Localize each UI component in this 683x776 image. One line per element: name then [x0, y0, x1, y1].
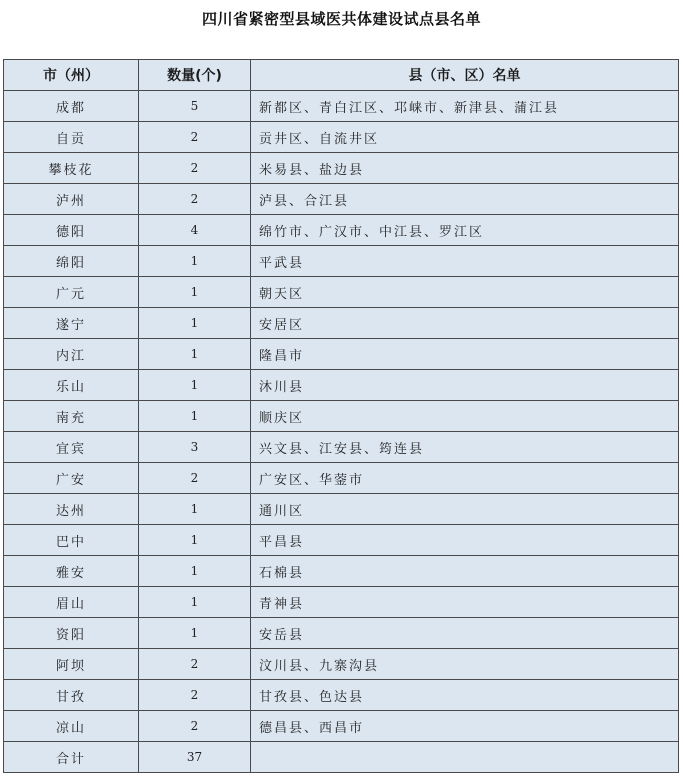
count-cell: 5 [139, 91, 251, 122]
city-cell: 成都 [4, 91, 139, 122]
table-row [4, 649, 679, 680]
count-cell: 2 [139, 153, 251, 184]
counties-cell: 石棉县 [251, 556, 679, 587]
counties-cell: 沐川县 [251, 370, 679, 401]
count-cell: 4 [139, 215, 251, 246]
counties-cell: 广安区、华蓥市 [251, 463, 679, 494]
city-cell: 达州 [4, 494, 139, 525]
count-cell: 1 [139, 308, 251, 339]
table-row [4, 401, 679, 432]
count-cell: 2 [139, 184, 251, 215]
count-cell: 1 [139, 370, 251, 401]
city-cell: 绵阳 [4, 246, 139, 277]
counties-cell: 青神县 [251, 587, 679, 618]
counties-cell: 汶川县、九寨沟县 [251, 649, 679, 680]
counties-cell: 顺庆区 [251, 401, 679, 432]
counties-cell: 甘孜县、色达县 [251, 680, 679, 711]
count-cell: 2 [139, 122, 251, 153]
table-row [4, 153, 679, 184]
city-cell: 内江 [4, 339, 139, 370]
column-header-count: 数量(个) [139, 60, 251, 91]
counties-cell: 兴文县、江安县、筠连县 [251, 432, 679, 463]
counties-cell: 安居区 [251, 308, 679, 339]
column-header-counties: 县（市、区）名单 [251, 60, 679, 91]
counties-cell: 绵竹市、广汉市、中江县、罗江区 [251, 215, 679, 246]
table-row [4, 711, 679, 742]
city-cell: 眉山 [4, 587, 139, 618]
page-title: 四川省紧密型县域医共体建设试点县名单 [201, 10, 481, 28]
table-header-row [4, 60, 679, 91]
table-row [4, 308, 679, 339]
counties-cell: 平昌县 [251, 525, 679, 556]
table-row [4, 432, 679, 463]
city-cell: 泸州 [4, 184, 139, 215]
city-cell: 自贡 [4, 122, 139, 153]
counties-cell: 泸县、合江县 [251, 184, 679, 215]
counties-cell: 朝天区 [251, 277, 679, 308]
table-row [4, 122, 679, 153]
column-header-city: 市（州） [4, 60, 139, 91]
city-cell: 攀枝花 [4, 153, 139, 184]
city-cell: 巴中 [4, 525, 139, 556]
table-row [4, 91, 679, 122]
counties-cell: 贡井区、自流井区 [251, 122, 679, 153]
city-cell: 广元 [4, 277, 139, 308]
counties-cell: 安岳县 [251, 618, 679, 649]
count-cell: 1 [139, 525, 251, 556]
count-cell: 3 [139, 432, 251, 463]
table-row [4, 215, 679, 246]
city-cell: 资阳 [4, 618, 139, 649]
total-count-cell: 37 [139, 742, 251, 773]
city-cell: 阿坝 [4, 649, 139, 680]
count-cell: 1 [139, 556, 251, 587]
total-counties-cell [251, 742, 679, 773]
count-cell: 2 [139, 463, 251, 494]
count-cell: 2 [139, 680, 251, 711]
table-row [4, 556, 679, 587]
total-row [4, 742, 679, 773]
counties-cell: 平武县 [251, 246, 679, 277]
city-cell: 南充 [4, 401, 139, 432]
city-cell: 广安 [4, 463, 139, 494]
table-row [4, 494, 679, 525]
counties-cell: 米易县、盐边县 [251, 153, 679, 184]
count-cell: 2 [139, 649, 251, 680]
count-cell: 1 [139, 494, 251, 525]
table-row [4, 618, 679, 649]
counties-cell: 隆昌市 [251, 339, 679, 370]
count-cell: 1 [139, 277, 251, 308]
city-cell: 乐山 [4, 370, 139, 401]
city-cell: 甘孜 [4, 680, 139, 711]
table-row [4, 463, 679, 494]
counties-cell: 德昌县、西昌市 [251, 711, 679, 742]
table-row [4, 277, 679, 308]
count-cell: 2 [139, 711, 251, 742]
table-row [4, 184, 679, 215]
county-list-table [3, 59, 679, 773]
table-row [4, 680, 679, 711]
table-row [4, 246, 679, 277]
city-cell: 凉山 [4, 711, 139, 742]
count-cell: 1 [139, 401, 251, 432]
count-cell: 1 [139, 587, 251, 618]
city-cell: 雅安 [4, 556, 139, 587]
city-cell: 宜宾 [4, 432, 139, 463]
counties-cell: 通川区 [251, 494, 679, 525]
table-row [4, 587, 679, 618]
count-cell: 1 [139, 618, 251, 649]
table-row [4, 339, 679, 370]
table-row [4, 370, 679, 401]
city-cell: 遂宁 [4, 308, 139, 339]
total-label-cell: 合计 [4, 742, 139, 773]
count-cell: 1 [139, 339, 251, 370]
counties-cell: 新都区、青白江区、邛崃市、新津县、蒲江县 [251, 91, 679, 122]
table-row [4, 525, 679, 556]
count-cell: 1 [139, 246, 251, 277]
city-cell: 德阳 [4, 215, 139, 246]
